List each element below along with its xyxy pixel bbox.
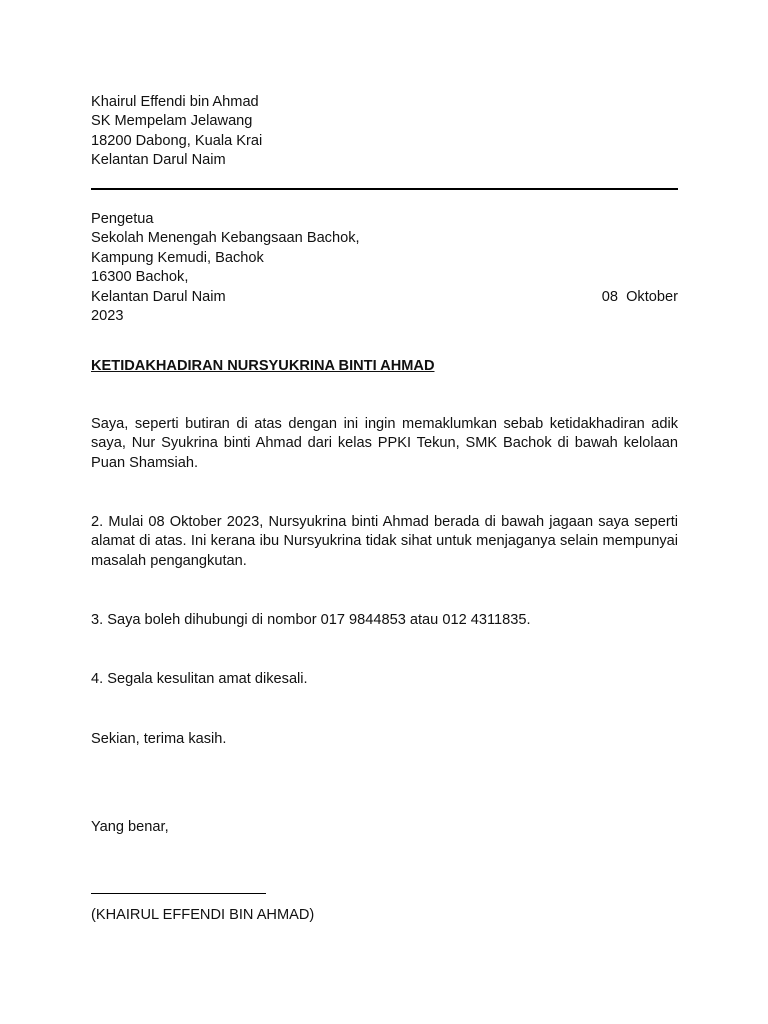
recipient-street: Kampung Kemudi, Bachok — [91, 249, 264, 266]
recipient-address — [91, 210, 678, 326]
recipient-postcode: 16300 Bachok, — [91, 269, 189, 286]
paragraph-3: 3. Saya boleh dihubungi di nombor 017 9844853 atau 012 4311835. — [91, 612, 531, 628]
paragraph-2: 2. Mulai 08 Oktober 2023, Nursyukrina binti Ahmad berada di bawah jagaan saya seperti alamat di atas. Ini kerana ibu Nursyukrina tidak sihat untuk menjaganya selain mempunyai masalah pengangkutan. — [91, 514, 678, 569]
recipient-state: Kelantan Darul Naim — [91, 288, 226, 305]
recipient-title: Pengetua — [91, 211, 154, 227]
header-divider — [91, 188, 678, 190]
signature-line — [91, 893, 266, 894]
recipient-school: Sekolah Menengah Kebangsaan Bachok, — [91, 230, 360, 247]
paragraph-4: 4. Segala kesulitan amat dikesali. — [91, 671, 308, 687]
sender-address — [91, 93, 678, 171]
sender-postcode-city: 18200 Dabong, Kuala Krai — [91, 132, 263, 149]
paragraph-1: Saya, seperti butiran di atas dengan ini ingin memaklumkan sebab ketidakhadiran adik saya, Nur Syukrina binti Ahmad dari kelas PPKI Tekun, SMK Bachok di bawah kelolaan Puan Shamsiah. — [91, 416, 678, 471]
sender-state: Kelantan Darul Naim — [91, 152, 226, 169]
sign-off: Yang benar, — [91, 819, 169, 835]
state-date-row — [91, 288, 678, 307]
sender-school: SK Mempelam Jelawang — [91, 113, 253, 130]
closing: Sekian, terima kasih. — [91, 731, 227, 747]
letter-date: 08 Oktober — [601, 288, 678, 305]
signatory-name: (KHAIRUL EFFENDI BIN AHMAD) — [91, 907, 315, 923]
letter-date-year: 2023 — [91, 308, 124, 325]
sender-name: Khairul Effendi bin Ahmad — [91, 94, 259, 110]
letter-subject: KETIDAKHADIRAN NURSYUKRINA BINTI AHMAD — [91, 358, 435, 374]
